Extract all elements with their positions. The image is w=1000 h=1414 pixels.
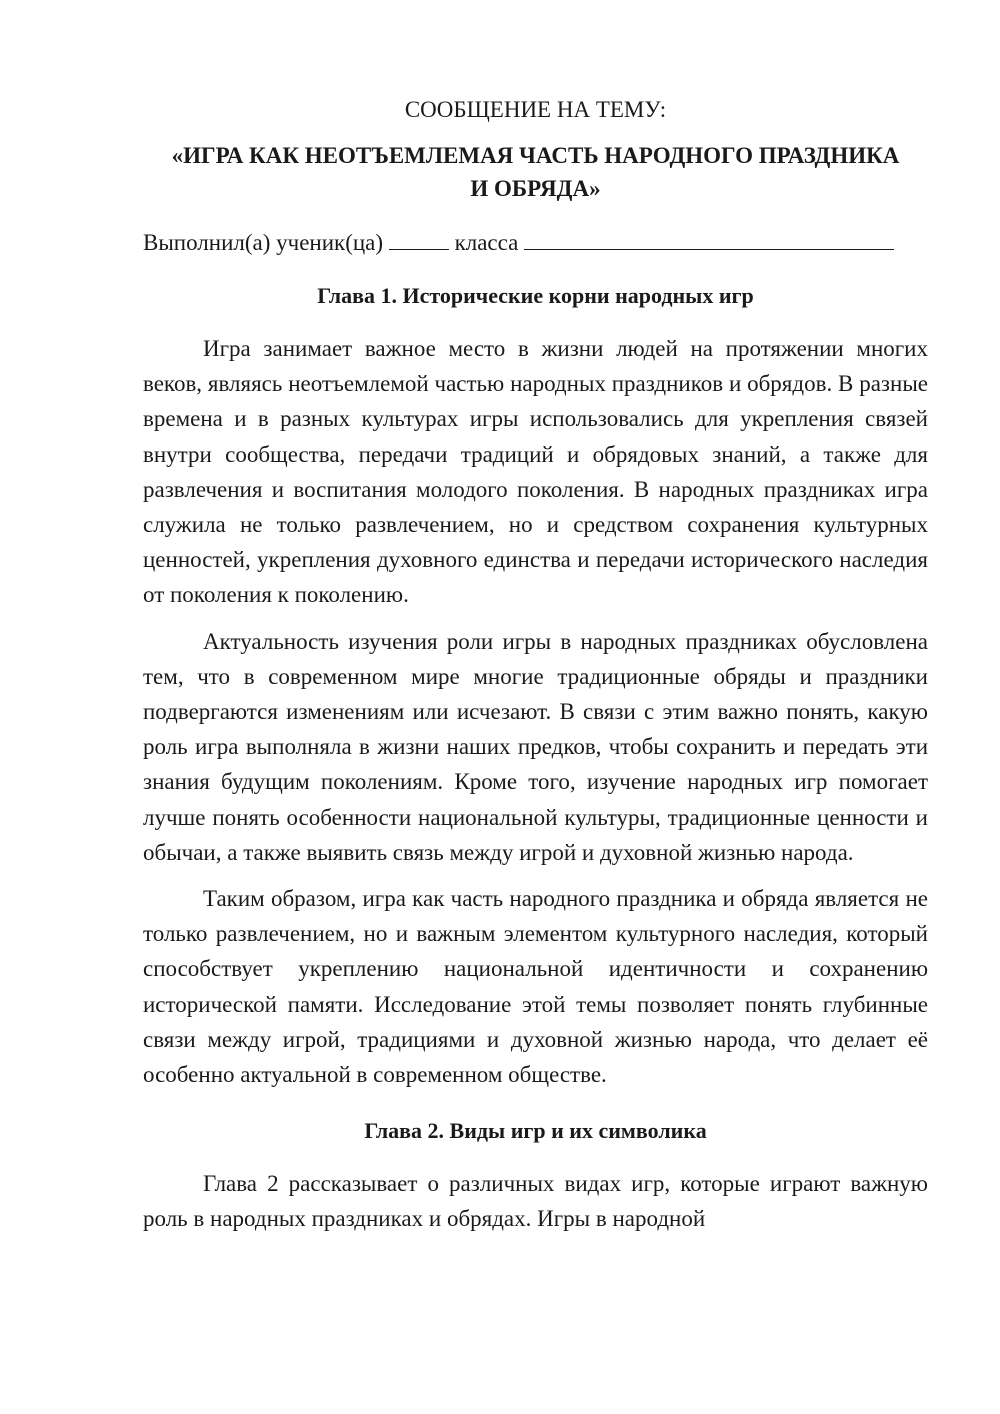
chapter-1-paragraph-1: Игра занимает важное место в жизни людей на протяжении многих веков, являясь неотъемлемой частью народных праздников и обрядов. В разные времена и в разных культурах игры использовались для укрепления связей внутри сообщества, передачи традиций и обрядовых знаний, а также для развлечения и воспитания молодого поколения. В народных праздниках игра служила не только развлечением, но и средством сохранения культурных ценностей, укрепления духовного единства и передачи исторического наследия от поколения к поколению.: [143, 336, 928, 608]
chapter-1-paragraph-2: Актуальность изучения роли игры в народных праздниках обусловлена тем, что в современном мире многие традиционные обряды и праздники подвергаются изменениям или исчезают. В связи с этим важно понять, какую роль игра выполняла в жизни наших предков, чтобы сохранить и передать эти знания будущим поколениям. Кроме того, изучение народных игр помогает лучше понять особенности национальной культуры, традиционные ценности и обычаи, а также выявить связь между игрой и духовной жизнью народа.: [143, 628, 928, 865]
student-name-blank: [524, 227, 894, 250]
document-subject-label: СООБЩЕНИЕ НА ТЕМУ:: [404, 97, 667, 122]
chapter-2-paragraph-1: Глава 2 рассказывает о различных видах игр, которые играют важную роль в народных праздниках и обрядах. Игры в народной: [143, 1171, 928, 1232]
document-title-line-1: «ИГРА КАК НЕОТЪЕМЛЕМАЯ ЧАСТЬ НАРОДНОГО ПРАЗДНИКА: [171, 143, 900, 168]
chapter-2-heading: Глава 2. Виды игр и их символика: [364, 1118, 707, 1144]
author-line: [143, 226, 928, 260]
class-label: класса: [454, 230, 519, 255]
document-page: [143, 93, 928, 1237]
document-title-line-2: И ОБРЯДА»: [470, 176, 601, 201]
chapter-1-heading: Глава 1. Исторические корни народных игр: [317, 283, 754, 308]
chapter-1-paragraph-3: Таким образом, игра как часть народного праздника и обряда является не только развлечением, но и важным элементом культурного наследия, который способствует укреплению национальной идентичности и сохранению исторической памяти. Исследование этой темы позволяет понять глубинные связи между игрой, традициями и духовной жизнью народа, что делает её особенно актуальной в современном обществе.: [143, 886, 928, 1088]
performed-by-label: Выполнил(а) ученик(ца): [143, 230, 384, 255]
document-title: [143, 139, 928, 205]
class-number-blank: [389, 227, 449, 250]
